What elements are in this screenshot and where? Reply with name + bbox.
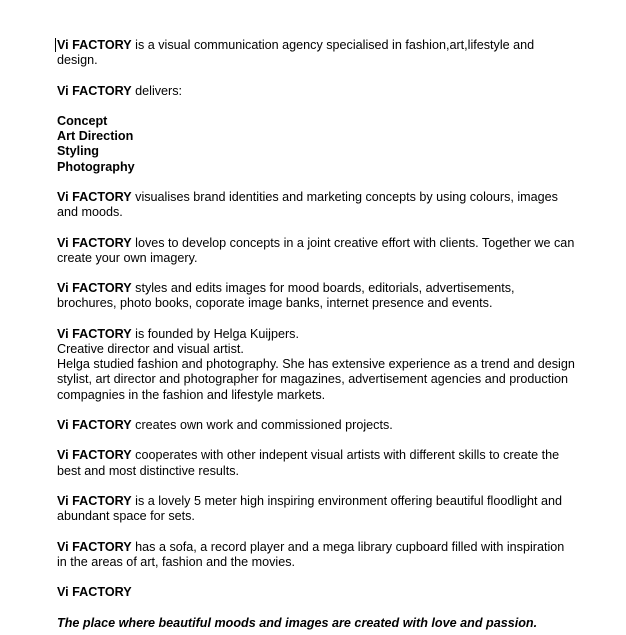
- brand-name: Vi FACTORY: [57, 281, 132, 296]
- loves-paragraph: Vi FACTORY loves to develop concepts in a joint creative effort with clients. Together we can create your own imagery.: [57, 235, 575, 265]
- sofa-paragraph: Vi FACTORY has a sofa, a record player and a mega library cupboard filled with inspiration in the areas of art, fashion and the movies.: [57, 539, 565, 569]
- service-item: Art Direction: [57, 129, 134, 144]
- brand-name: Vi FACTORY: [57, 189, 132, 204]
- brand-name: Vi FACTORY: [57, 38, 132, 52]
- services-list: [57, 114, 577, 175]
- visualises-paragraph: Vi FACTORY visualises brand identities and marketing concepts by using colours, images and moods.: [57, 189, 558, 220]
- delivers-paragraph: Vi FACTORY delivers:: [57, 83, 183, 98]
- service-item: Styling: [57, 144, 99, 159]
- lovely-paragraph: Vi FACTORY is a lovely 5 meter high inspiring environment offering beautiful floodlight and abundant space for sets.: [57, 493, 562, 524]
- intro-paragraph: Vi FACTORY is a visual communication agency specialised in fashion,art,lifestyle and design.: [57, 38, 535, 68]
- founder-bio: Helga studied fashion and photography. She has extensive experience as a trend and design stylist, art director and photographer for magazines, advertisement agencies and production compagnies in the fashion and lifestyle markets.: [57, 357, 575, 402]
- closing-tagline: The place where beautiful moods and images are created with love and passion.: [57, 615, 538, 630]
- brand-name: Vi FACTORY: [57, 448, 132, 463]
- document-body: [57, 38, 577, 631]
- text-cursor: [55, 38, 56, 52]
- brand-name: Vi FACTORY: [57, 83, 132, 98]
- brand-name: Vi FACTORY: [57, 326, 132, 341]
- styles-paragraph: Vi FACTORY styles and edits images for mood boards, editorials, advertisements, brochures, photo books, coporate image banks, internet presence and events.: [57, 281, 515, 311]
- cooperates-paragraph: Vi FACTORY cooperates with other indepent visual artists with different skills to create the best and most distinctive results.: [57, 448, 560, 478]
- brand-name: Vi FACTORY: [57, 539, 132, 554]
- brand-name: Vi FACTORY: [57, 235, 132, 250]
- creates-paragraph: Vi FACTORY creates own work and commissioned projects.: [57, 417, 393, 432]
- founder-role: Creative director and visual artist.: [57, 341, 244, 356]
- brand-name: Vi FACTORY: [57, 493, 132, 508]
- service-item: Photography: [57, 159, 135, 174]
- service-item: Concept: [57, 113, 108, 128]
- brand-name: Vi FACTORY: [57, 417, 132, 432]
- founded-paragraph: Vi FACTORY is founded by Helga Kuijpers. Creative director and visual artist. Helga studied fashion and photography. She has extensive experience as a trend and design stylist, art director and photographer for magazines, advertisement agencies and production compagnies in the fashion and lifestyle markets.: [57, 327, 577, 403]
- closing-brand: Vi FACTORY: [57, 585, 132, 600]
